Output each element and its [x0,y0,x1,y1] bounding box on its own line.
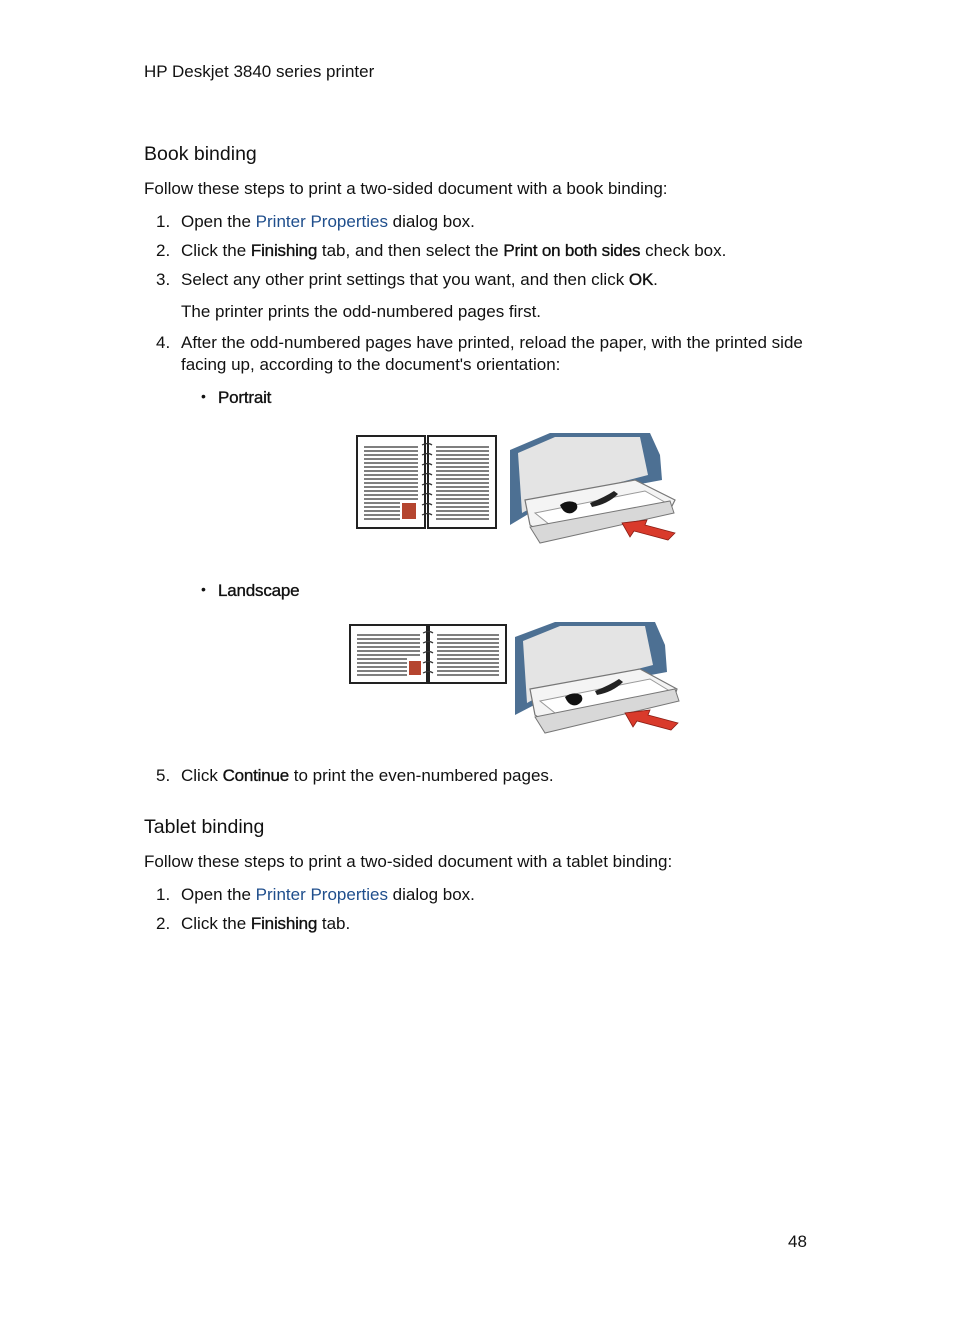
bullet-label: Landscape [218,581,300,600]
bullet-icon: • [201,388,206,404]
step-text-part: tab. [317,914,351,933]
section-heading-book-binding: Book binding [144,143,257,165]
step-text [181,884,826,906]
step-text-part: tab, and then select the [317,241,504,260]
step-number: 2. [156,914,171,933]
step-text-part: Click the [181,241,251,260]
finishing-tab-label: Finishing [250,914,318,933]
continue-button-label: Continue [222,766,290,785]
bullet-icon: • [201,581,206,597]
step-number: 3. [156,270,171,289]
running-header: HP Deskjet 3840 series printer [144,62,375,81]
page-number: 48 [788,1232,807,1251]
step-text-part: Select any other print settings that you want, and then click [181,270,629,289]
open-book-icon [357,436,496,528]
arrow-icon [622,520,675,540]
step-text-part: . [653,270,658,289]
step-text [181,211,826,233]
step-text-part: to print the even-numbered pages. [289,766,554,785]
book-intro: Follow these steps to print a two-sided document with a book binding: [144,179,668,198]
step-number: 5. [156,766,171,785]
step-number: 2. [156,241,171,260]
finishing-tab-label: Finishing [250,241,318,260]
step-text-part: Open the [181,212,256,231]
step-number: 1. [156,212,171,231]
step-number: 1. [156,885,171,904]
step-text [181,240,826,262]
open-book-icon [350,625,506,683]
section-heading-tablet-binding: Tablet binding [144,816,265,838]
step-text-part: dialog box. [387,885,475,904]
arrow-icon [625,710,678,730]
printer-properties-link[interactable]: Printer Properties [255,212,388,231]
step-text [181,913,826,935]
step-text-part: dialog box. [387,212,475,231]
step-note: The printer prints the odd-numbered pages first. [181,302,542,321]
step-number: 4. [156,333,171,352]
bullet-label: Portrait [218,388,272,407]
step-text: After the odd-numbered pages have printed, reload the paper, with the printed side facing up, according to the document's orientation: [181,333,803,374]
step-text-part: Click [181,766,223,785]
step-text-part: Open the [181,885,256,904]
landscape-binding-illustration [345,617,685,745]
printer-properties-link[interactable]: Printer Properties [255,885,388,904]
step-text [181,765,826,787]
portrait-binding-illustration [350,425,680,555]
step-text-part: check box. [640,241,727,260]
ok-button-label: OK [628,270,654,289]
step-text [181,269,826,291]
print-on-both-sides-label: Print on both sides [503,241,641,260]
step-text-part: Click the [181,914,251,933]
tablet-intro: Follow these steps to print a two-sided document with a tablet binding: [144,852,673,871]
